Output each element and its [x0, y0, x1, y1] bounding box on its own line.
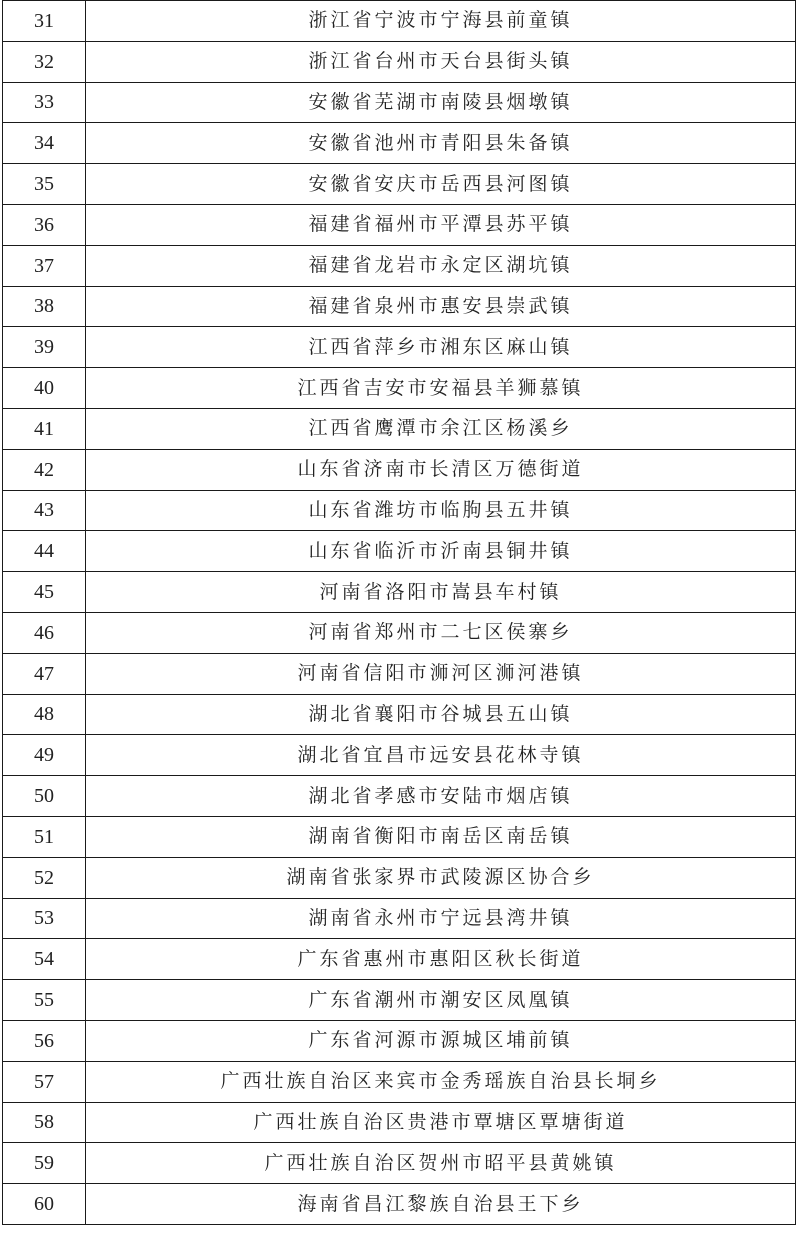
- table-row: [3, 898, 796, 939]
- row-number: 46: [3, 612, 86, 653]
- place-name: 湖北省孝感市安陆市烟店镇: [86, 776, 796, 817]
- table-row: [3, 1, 796, 42]
- table-row: [3, 408, 796, 449]
- place-name: 广东省惠州市惠阳区秋长街道: [86, 939, 796, 980]
- place-name: 安徽省安庆市岳西县河图镇: [86, 164, 796, 205]
- row-number: 53: [3, 898, 86, 939]
- row-number: 39: [3, 327, 86, 368]
- row-number: 33: [3, 82, 86, 123]
- town-list-body: [3, 1, 796, 1225]
- table-row: [3, 816, 796, 857]
- place-name: 江西省萍乡市湘东区麻山镇: [86, 327, 796, 368]
- row-number: 47: [3, 653, 86, 694]
- table-row: [3, 449, 796, 490]
- table-row: [3, 490, 796, 531]
- row-number: 34: [3, 123, 86, 164]
- row-number: 60: [3, 1184, 86, 1225]
- place-name: 海南省昌江黎族自治县王下乡: [86, 1184, 796, 1225]
- table-row: [3, 245, 796, 286]
- row-number: 43: [3, 490, 86, 531]
- place-name: 湖南省永州市宁远县湾井镇: [86, 898, 796, 939]
- table-row: [3, 1020, 796, 1061]
- row-number: 42: [3, 449, 86, 490]
- row-number: 44: [3, 531, 86, 572]
- table-row: [3, 368, 796, 409]
- place-name: 福建省泉州市惠安县崇武镇: [86, 286, 796, 327]
- row-number: 50: [3, 776, 86, 817]
- row-number: 59: [3, 1143, 86, 1184]
- row-number: 56: [3, 1020, 86, 1061]
- table-row: [3, 857, 796, 898]
- place-name: 山东省济南市长清区万德街道: [86, 449, 796, 490]
- row-number: 35: [3, 164, 86, 205]
- place-name: 山东省潍坊市临朐县五井镇: [86, 490, 796, 531]
- place-name: 河南省洛阳市嵩县车村镇: [86, 572, 796, 613]
- table-row: [3, 572, 796, 613]
- town-list-table: [2, 0, 796, 1225]
- row-number: 31: [3, 1, 86, 42]
- place-name: 河南省郑州市二七区侯寨乡: [86, 612, 796, 653]
- row-number: 38: [3, 286, 86, 327]
- table-row: [3, 1102, 796, 1143]
- row-number: 37: [3, 245, 86, 286]
- place-name: 广东省河源市源城区埔前镇: [86, 1020, 796, 1061]
- row-number: 41: [3, 408, 86, 449]
- table-row: [3, 694, 796, 735]
- table-row: [3, 286, 796, 327]
- row-number: 49: [3, 735, 86, 776]
- place-name: 江西省吉安市安福县羊狮慕镇: [86, 368, 796, 409]
- place-name: 湖北省宜昌市远安县花林寺镇: [86, 735, 796, 776]
- row-number: 57: [3, 1061, 86, 1102]
- table-row: [3, 939, 796, 980]
- place-name: 安徽省池州市青阳县朱备镇: [86, 123, 796, 164]
- row-number: 54: [3, 939, 86, 980]
- row-number: 58: [3, 1102, 86, 1143]
- table-row: [3, 327, 796, 368]
- table-row: [3, 164, 796, 205]
- place-name: 湖南省衡阳市南岳区南岳镇: [86, 816, 796, 857]
- table-row: [3, 123, 796, 164]
- table-row: [3, 776, 796, 817]
- row-number: 32: [3, 41, 86, 82]
- row-number: 52: [3, 857, 86, 898]
- place-name: 福建省龙岩市永定区湖坑镇: [86, 245, 796, 286]
- place-name: 浙江省宁波市宁海县前童镇: [86, 1, 796, 42]
- place-name: 湖北省襄阳市谷城县五山镇: [86, 694, 796, 735]
- row-number: 51: [3, 816, 86, 857]
- place-name: 广西壮族自治区贵港市覃塘区覃塘街道: [86, 1102, 796, 1143]
- row-number: 55: [3, 980, 86, 1021]
- place-name: 山东省临沂市沂南县铜井镇: [86, 531, 796, 572]
- table-row: [3, 735, 796, 776]
- place-name: 浙江省台州市天台县街头镇: [86, 41, 796, 82]
- table-row: [3, 1061, 796, 1102]
- row-number: 48: [3, 694, 86, 735]
- place-name: 安徽省芜湖市南陵县烟墩镇: [86, 82, 796, 123]
- table-row: [3, 980, 796, 1021]
- row-number: 36: [3, 204, 86, 245]
- row-number: 45: [3, 572, 86, 613]
- table-row: [3, 1184, 796, 1225]
- table-row: [3, 82, 796, 123]
- place-name: 湖南省张家界市武陵源区协合乡: [86, 857, 796, 898]
- row-number: 40: [3, 368, 86, 409]
- table-row: [3, 531, 796, 572]
- table-row: [3, 653, 796, 694]
- table-row: [3, 204, 796, 245]
- place-name: 广东省潮州市潮安区凤凰镇: [86, 980, 796, 1021]
- place-name: 江西省鹰潭市余江区杨溪乡: [86, 408, 796, 449]
- place-name: 河南省信阳市浉河区浉河港镇: [86, 653, 796, 694]
- place-name: 广西壮族自治区来宾市金秀瑶族自治县长垌乡: [86, 1061, 796, 1102]
- table-row: [3, 612, 796, 653]
- table-row: [3, 41, 796, 82]
- table-row: [3, 1143, 796, 1184]
- place-name: 福建省福州市平潭县苏平镇: [86, 204, 796, 245]
- place-name: 广西壮族自治区贺州市昭平县黄姚镇: [86, 1143, 796, 1184]
